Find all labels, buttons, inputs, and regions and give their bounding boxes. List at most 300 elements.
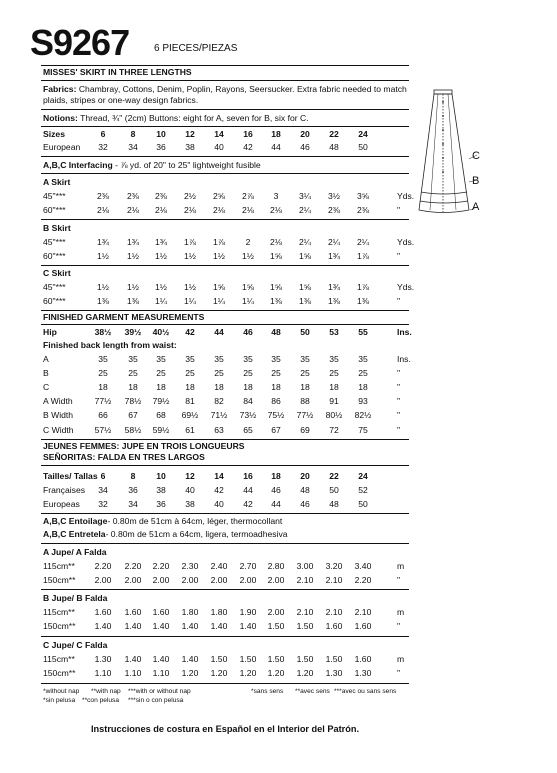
cell-size-2: 1.40 bbox=[124, 621, 142, 631]
cell-size-1: 2⅛ bbox=[97, 205, 109, 215]
jupe-b-title: B Jupe/ B Falda bbox=[43, 593, 108, 603]
cell-size-3: 35 bbox=[156, 354, 166, 364]
divider bbox=[41, 156, 409, 157]
width-c-row bbox=[43, 425, 413, 436]
skirt-diagram bbox=[412, 82, 482, 242]
cell-size-3: 68 bbox=[156, 410, 166, 420]
interfacing-text: A,B,C Interfacing - ⅞ yd. of 20" to 25" lightweight fusible bbox=[43, 160, 261, 170]
cell-size-2: 25 bbox=[128, 368, 138, 378]
cell-size-5: 14 bbox=[214, 471, 224, 481]
cell-size-9: 48 bbox=[329, 142, 339, 152]
row-label: 150cm** bbox=[43, 621, 76, 631]
cell-size-1: 32 bbox=[98, 499, 108, 509]
cell-size-10: 2¼ bbox=[357, 237, 369, 247]
cell-size-6: 2 bbox=[245, 237, 251, 247]
cell-size-9: 2⅜ bbox=[328, 205, 340, 215]
cell-size-1: 38½ bbox=[94, 327, 112, 337]
cell-size-5: 1.40 bbox=[210, 621, 228, 631]
cell-size-2: 18 bbox=[128, 382, 138, 392]
divider bbox=[41, 589, 409, 590]
cell-size-7: 44 bbox=[271, 142, 281, 152]
row-unit: Yds. bbox=[397, 282, 415, 292]
cell-size-3: 79½ bbox=[152, 396, 170, 406]
cell-size-3: 38 bbox=[156, 485, 166, 495]
cell-size-8: 18 bbox=[300, 382, 310, 392]
pattern-number: S9267 bbox=[30, 22, 130, 63]
cell-size-6: 1.20 bbox=[239, 668, 257, 678]
cell-size-3: 1¾ bbox=[155, 237, 167, 247]
cell-size-8: 1.20 bbox=[296, 668, 314, 678]
cell-size-10: 3.40 bbox=[354, 561, 372, 571]
cell-size-6: 46 bbox=[243, 327, 253, 337]
divider bbox=[41, 126, 409, 127]
cell-size-8: 20 bbox=[300, 471, 310, 481]
skirt-c-45-row bbox=[43, 282, 413, 293]
cell-size-8: 46 bbox=[300, 142, 310, 152]
footnote-avec-ou-sans-sens: ***avec ou sans sens bbox=[334, 688, 397, 695]
cell-size-5: 2.40 bbox=[210, 561, 228, 571]
row-label: Hip bbox=[43, 327, 57, 337]
skirt-outline bbox=[419, 94, 469, 213]
cell-size-7: 1⅜ bbox=[270, 296, 282, 306]
cell-size-4: 1.80 bbox=[181, 607, 199, 617]
cell-size-7: 48 bbox=[271, 327, 281, 337]
english-title: MISSES' SKIRT IN THREE LENGTHS bbox=[43, 67, 192, 77]
cell-size-7: 1⅝ bbox=[270, 251, 282, 261]
fabrics-text: Fabrics: Chambray, Cottons, Denim, Poplin, Rayons, Seersucker. Extra fabric needed to match plaids, stripes or one-way design fabrics. bbox=[43, 84, 407, 105]
cell-size-4: 1.20 bbox=[181, 668, 199, 678]
cell-size-7: 18 bbox=[271, 129, 281, 139]
cell-size-4: 2⅛ bbox=[184, 205, 196, 215]
cell-size-10: 93 bbox=[358, 396, 368, 406]
cell-size-10: 35 bbox=[358, 354, 368, 364]
cell-size-10: 52 bbox=[358, 485, 368, 495]
cell-size-2: 2⅜ bbox=[127, 191, 139, 201]
row-unit: Ins. bbox=[397, 327, 412, 337]
cell-size-6: 18 bbox=[243, 382, 253, 392]
cell-size-6: 1¼ bbox=[242, 296, 254, 306]
cell-size-10: 3⅝ bbox=[357, 191, 369, 201]
jupe-a-title: A Jupe/ A Falda bbox=[43, 547, 107, 557]
cell-size-5: 40 bbox=[214, 499, 224, 509]
cell-size-7: 18 bbox=[271, 382, 281, 392]
width-a-row bbox=[43, 396, 413, 407]
cell-size-9: 53 bbox=[329, 327, 339, 337]
cell-size-1: 32 bbox=[98, 142, 108, 152]
cell-size-10: 18 bbox=[358, 382, 368, 392]
divider bbox=[41, 265, 409, 266]
hem-line-b bbox=[420, 201, 468, 203]
cell-size-1: 1¾ bbox=[97, 237, 109, 247]
cell-size-7: 1⅝ bbox=[270, 282, 282, 292]
cell-size-9: 48 bbox=[329, 499, 339, 509]
cell-size-10: 1.60 bbox=[354, 621, 372, 631]
row-unit: " bbox=[397, 575, 401, 585]
cell-size-3: 25 bbox=[156, 368, 166, 378]
cell-size-9: 2.10 bbox=[325, 575, 343, 585]
row-label: 150cm** bbox=[43, 668, 76, 678]
cell-size-10: 2.20 bbox=[354, 575, 372, 585]
row-unit: m bbox=[397, 654, 405, 664]
cell-size-8: 3¼ bbox=[299, 191, 311, 201]
cell-size-6: 73½ bbox=[239, 410, 257, 420]
footnote-without-nap: *without nap bbox=[43, 688, 80, 695]
cell-size-8: 48 bbox=[300, 485, 310, 495]
skirt-a-60-row bbox=[43, 205, 413, 216]
button-icon bbox=[442, 157, 444, 159]
cell-size-4: 2.30 bbox=[181, 561, 199, 571]
european-row bbox=[43, 142, 413, 153]
button-icon bbox=[442, 143, 444, 145]
row-unit: Yds. bbox=[397, 191, 415, 201]
divider bbox=[41, 65, 409, 66]
cell-size-3: 1.10 bbox=[152, 668, 170, 678]
cell-size-7: 2.00 bbox=[267, 575, 285, 585]
cell-size-4: 2.00 bbox=[181, 575, 199, 585]
cell-size-7: 86 bbox=[271, 396, 281, 406]
cell-size-4: 35 bbox=[185, 354, 195, 364]
francaises-row bbox=[43, 485, 413, 496]
cell-size-8: 25 bbox=[300, 368, 310, 378]
cell-size-8: 2¼ bbox=[299, 237, 311, 247]
skirt-a-title: A Skirt bbox=[43, 177, 71, 187]
row-label: A bbox=[43, 354, 49, 364]
cell-size-1: 1½ bbox=[97, 282, 109, 292]
button-icon bbox=[442, 115, 444, 117]
divider bbox=[41, 324, 409, 325]
row-label: Tailles/ Tallas bbox=[43, 471, 98, 481]
cell-size-1: 18 bbox=[98, 382, 108, 392]
cell-size-2: 8 bbox=[130, 471, 136, 481]
cell-size-1: 1.10 bbox=[94, 668, 112, 678]
cell-size-3: 10 bbox=[156, 471, 166, 481]
entretela-text: A,B,C Entretela- 0.80m de 51cm a 64cm, ligera, termoadhesiva bbox=[43, 529, 288, 539]
cell-size-9: 22 bbox=[329, 129, 339, 139]
footnote-sin-o-con-pelusa: ***sin o con pelusa bbox=[128, 697, 184, 704]
europeas-row bbox=[43, 499, 413, 510]
cell-size-3: 36 bbox=[156, 499, 166, 509]
notions-text: Notions: Thread, ¾" (2cm) Buttons: eight for A, seven for B, six for C. bbox=[43, 113, 309, 123]
cell-size-3: 1.40 bbox=[152, 654, 170, 664]
back-length-title: Finished back length from waist: bbox=[43, 340, 177, 350]
seam-line bbox=[430, 94, 438, 210]
cell-size-10: 2⅜ bbox=[357, 205, 369, 215]
cell-size-8: 2.10 bbox=[296, 575, 314, 585]
skirt-c-title: C Skirt bbox=[43, 268, 71, 278]
cell-size-2: 58½ bbox=[124, 425, 142, 435]
cell-size-5: 44 bbox=[214, 327, 224, 337]
cell-size-3: 59½ bbox=[152, 425, 170, 435]
cell-size-6: 42 bbox=[243, 142, 253, 152]
cell-size-6: 2⅞ bbox=[242, 191, 254, 201]
cell-size-3: 1¼ bbox=[155, 296, 167, 306]
jupe-c-title: C Jupe/ C Falda bbox=[43, 640, 108, 650]
cell-size-9: 1.60 bbox=[325, 621, 343, 631]
waistband bbox=[434, 90, 452, 94]
cell-size-7: 2.00 bbox=[267, 607, 285, 617]
skirt-b-60-row bbox=[43, 251, 413, 262]
jupe-a-150-row bbox=[43, 575, 413, 586]
cell-size-8: 1.50 bbox=[296, 654, 314, 664]
cell-size-4: 61 bbox=[185, 425, 195, 435]
spanish-title: SEÑORITAS: FALDA EN TRES LARGOS bbox=[43, 452, 205, 462]
cell-size-5: 40 bbox=[214, 142, 224, 152]
cell-size-2: 1½ bbox=[127, 282, 139, 292]
cell-size-3: 1½ bbox=[155, 251, 167, 261]
cell-size-8: 3.00 bbox=[296, 561, 314, 571]
footnote-with-or-without-nap: ***with or without nap bbox=[128, 688, 191, 695]
skirt-c-60-row bbox=[43, 296, 413, 307]
row-label: 45"*** bbox=[43, 282, 66, 292]
row-label: Françaises bbox=[43, 485, 86, 495]
row-label: A Width bbox=[43, 396, 73, 406]
cell-size-6: 1½ bbox=[242, 251, 254, 261]
divider bbox=[41, 513, 409, 514]
cell-size-9: 25 bbox=[329, 368, 339, 378]
cell-size-1: 6 bbox=[100, 129, 106, 139]
cell-size-1: 34 bbox=[98, 485, 108, 495]
cell-size-3: 40½ bbox=[152, 327, 170, 337]
cell-size-7: 1.50 bbox=[267, 654, 285, 664]
row-label: Europeas bbox=[43, 499, 80, 509]
cell-size-6: 84 bbox=[243, 396, 253, 406]
cell-size-9: 1⅜ bbox=[328, 296, 340, 306]
length-a-row bbox=[43, 354, 413, 365]
cell-size-5: 1½ bbox=[213, 251, 225, 261]
cell-size-2: 36 bbox=[128, 485, 138, 495]
divider bbox=[41, 310, 409, 311]
cell-size-6: 1.50 bbox=[239, 654, 257, 664]
cell-size-4: 38 bbox=[185, 142, 195, 152]
cell-size-8: 1.50 bbox=[296, 621, 314, 631]
cell-size-10: 50 bbox=[358, 499, 368, 509]
row-unit: " bbox=[397, 396, 401, 406]
cell-size-6: 1.40 bbox=[239, 621, 257, 631]
cell-size-9: 35 bbox=[329, 354, 339, 364]
cell-size-1: 1.40 bbox=[94, 621, 112, 631]
row-label: European bbox=[43, 142, 81, 152]
row-label: B bbox=[43, 368, 49, 378]
divider bbox=[41, 109, 409, 110]
row-label: 115cm** bbox=[43, 561, 75, 571]
row-label: 150cm** bbox=[43, 575, 76, 585]
cell-size-7: 2.80 bbox=[267, 561, 285, 571]
cell-size-1: 2.20 bbox=[94, 561, 112, 571]
cell-size-8: 2.10 bbox=[296, 607, 314, 617]
cell-size-10: 50 bbox=[358, 142, 368, 152]
row-label: 60"*** bbox=[43, 205, 66, 215]
cell-size-3: 18 bbox=[156, 382, 166, 392]
cell-size-6: 42 bbox=[243, 499, 253, 509]
cell-size-8: 35 bbox=[300, 354, 310, 364]
cell-size-1: 2⅜ bbox=[97, 191, 109, 201]
cell-size-9: 3.20 bbox=[325, 561, 343, 571]
cell-size-10: 82½ bbox=[354, 410, 372, 420]
view-label-c: C bbox=[472, 150, 480, 162]
footnote-sin-pelusa: *sin pelusa bbox=[43, 697, 76, 704]
cell-size-5: 1⅞ bbox=[213, 237, 225, 247]
cell-size-8: 50 bbox=[300, 327, 310, 337]
cell-size-4: 12 bbox=[185, 471, 195, 481]
divider bbox=[41, 80, 409, 81]
skirt-b-title: B Skirt bbox=[43, 223, 71, 233]
divider bbox=[41, 683, 409, 684]
cell-size-3: 1.40 bbox=[152, 621, 170, 631]
cell-size-4: 1½ bbox=[184, 282, 196, 292]
width-b-row bbox=[43, 410, 413, 421]
row-unit: " bbox=[397, 668, 401, 678]
cell-size-9: 1.30 bbox=[325, 668, 343, 678]
cell-size-2: 34 bbox=[128, 499, 138, 509]
cell-size-6: 65 bbox=[243, 425, 253, 435]
cell-size-9: 2¼ bbox=[328, 237, 340, 247]
cell-size-2: 1.40 bbox=[124, 654, 142, 664]
cell-size-5: 1¼ bbox=[213, 296, 225, 306]
row-label: C Width bbox=[43, 425, 74, 435]
cell-size-7: 3 bbox=[273, 191, 279, 201]
cell-size-5: 82 bbox=[214, 396, 224, 406]
cell-size-8: 77½ bbox=[296, 410, 314, 420]
cell-size-5: 35 bbox=[214, 354, 224, 364]
cell-size-3: 2⅜ bbox=[155, 191, 167, 201]
hip-row bbox=[43, 327, 413, 338]
footnote-avec-sens: **avec sens bbox=[295, 688, 330, 695]
footnote-with-nap: **with nap bbox=[91, 688, 121, 695]
cell-size-9: 2.10 bbox=[325, 607, 343, 617]
cell-size-9: 18 bbox=[329, 382, 339, 392]
cell-size-5: 1⅝ bbox=[213, 282, 225, 292]
cell-size-9: 3½ bbox=[328, 191, 340, 201]
cell-size-5: 63 bbox=[214, 425, 224, 435]
cell-size-10: 24 bbox=[358, 471, 368, 481]
cell-size-5: 18 bbox=[214, 382, 224, 392]
hem-line-c bbox=[421, 192, 467, 194]
cell-size-9: 80½ bbox=[325, 410, 343, 420]
cell-size-6: 2.00 bbox=[239, 575, 257, 585]
row-label: 115cm** bbox=[43, 654, 75, 664]
cell-size-2: 1½ bbox=[127, 251, 139, 261]
cell-size-6: 16 bbox=[243, 471, 253, 481]
row-unit: Ins. bbox=[397, 354, 411, 364]
entoilage-text: A,B,C Entoilage- 0.80m de 51cm à 64cm, léger, thermocollant bbox=[43, 516, 283, 526]
cell-size-7: 1.20 bbox=[267, 668, 285, 678]
cell-size-10: 25 bbox=[358, 368, 368, 378]
cell-size-6: 25 bbox=[243, 368, 253, 378]
cell-size-8: 1⅜ bbox=[299, 296, 311, 306]
cell-size-5: 1.20 bbox=[210, 668, 228, 678]
row-unit: " bbox=[397, 425, 401, 435]
cell-size-9: 1.50 bbox=[325, 654, 343, 664]
cell-size-7: 67 bbox=[271, 425, 281, 435]
row-unit: " bbox=[397, 382, 401, 392]
row-unit: " bbox=[397, 368, 401, 378]
row-label: 60"*** bbox=[43, 251, 66, 261]
row-unit: m bbox=[397, 607, 405, 617]
cell-size-7: 2⅛ bbox=[270, 205, 282, 215]
cell-size-10: 1.30 bbox=[354, 668, 372, 678]
cell-size-10: 75 bbox=[358, 425, 368, 435]
cell-size-1: 25 bbox=[98, 368, 108, 378]
divider bbox=[41, 219, 409, 220]
cell-size-8: 46 bbox=[300, 499, 310, 509]
cell-size-2: 1⅜ bbox=[127, 296, 139, 306]
cell-size-5: 1.80 bbox=[210, 607, 228, 617]
pieces-count: 6 PIECES/PIEZAS bbox=[154, 43, 238, 54]
cell-size-10: 1.60 bbox=[354, 654, 372, 664]
cell-size-7: 1.50 bbox=[267, 621, 285, 631]
row-unit: " bbox=[397, 296, 401, 306]
row-unit: " bbox=[397, 410, 401, 420]
cell-size-7: 2⅛ bbox=[270, 237, 282, 247]
cell-size-6: 2⅛ bbox=[242, 205, 254, 215]
cell-size-4: 12 bbox=[185, 129, 195, 139]
cell-size-2: 1.60 bbox=[124, 607, 142, 617]
cell-size-4: 1.40 bbox=[181, 654, 199, 664]
cell-size-2: 35 bbox=[128, 354, 138, 364]
cell-size-7: 44 bbox=[271, 499, 281, 509]
cell-size-2: 8 bbox=[130, 129, 136, 139]
cell-size-4: 69½ bbox=[181, 410, 199, 420]
cell-size-4: 25 bbox=[185, 368, 195, 378]
divider bbox=[41, 636, 409, 637]
view-label-a: A bbox=[472, 201, 480, 213]
row-label: C bbox=[43, 382, 50, 392]
row-label: B Width bbox=[43, 410, 74, 420]
row-unit: " bbox=[397, 251, 401, 261]
cell-size-4: 40 bbox=[185, 485, 195, 495]
jupe-b-115-row bbox=[43, 607, 413, 618]
cell-size-4: 2½ bbox=[184, 191, 196, 201]
row-label: 60"*** bbox=[43, 296, 66, 306]
cell-size-2: 2.20 bbox=[124, 561, 142, 571]
skirt-a-45-row bbox=[43, 191, 413, 202]
cell-size-4: 1½ bbox=[184, 251, 196, 261]
divider bbox=[41, 439, 409, 440]
cell-size-4: 1¼ bbox=[184, 296, 196, 306]
cell-size-5: 2.00 bbox=[210, 575, 228, 585]
footnote-con-pelusa: **con pelusa bbox=[82, 697, 120, 704]
cell-size-4: 18 bbox=[185, 382, 195, 392]
cell-size-6: 44 bbox=[243, 485, 253, 495]
cell-size-7: 35 bbox=[271, 354, 281, 364]
cell-size-1: 1.60 bbox=[94, 607, 112, 617]
row-unit: Yds. bbox=[397, 237, 415, 247]
length-c-row bbox=[43, 382, 413, 393]
cell-size-7: 75½ bbox=[267, 410, 285, 420]
cell-size-9: 1¾ bbox=[328, 251, 340, 261]
cell-size-5: 14 bbox=[214, 129, 224, 139]
cell-size-2: 1.10 bbox=[124, 668, 142, 678]
cell-size-9: 91 bbox=[329, 396, 339, 406]
cell-size-2: 1¾ bbox=[127, 237, 139, 247]
cell-size-8: 69 bbox=[300, 425, 310, 435]
sizes-row bbox=[43, 129, 413, 140]
cell-size-2: 2⅛ bbox=[127, 205, 139, 215]
row-label: 45"*** bbox=[43, 237, 66, 247]
cell-size-6: 16 bbox=[243, 129, 253, 139]
row-label: Sizes bbox=[43, 129, 65, 139]
cell-size-1: 35 bbox=[98, 354, 108, 364]
cell-size-8: 88 bbox=[300, 396, 310, 406]
row-unit: m bbox=[397, 561, 405, 571]
cell-size-5: 2⅛ bbox=[213, 205, 225, 215]
cell-size-1: 6 bbox=[100, 471, 106, 481]
cell-size-6: 1.90 bbox=[239, 607, 257, 617]
cell-size-10: 55 bbox=[358, 327, 368, 337]
cell-size-6: 35 bbox=[243, 354, 253, 364]
row-unit: " bbox=[397, 621, 401, 631]
button-icon bbox=[442, 129, 444, 131]
